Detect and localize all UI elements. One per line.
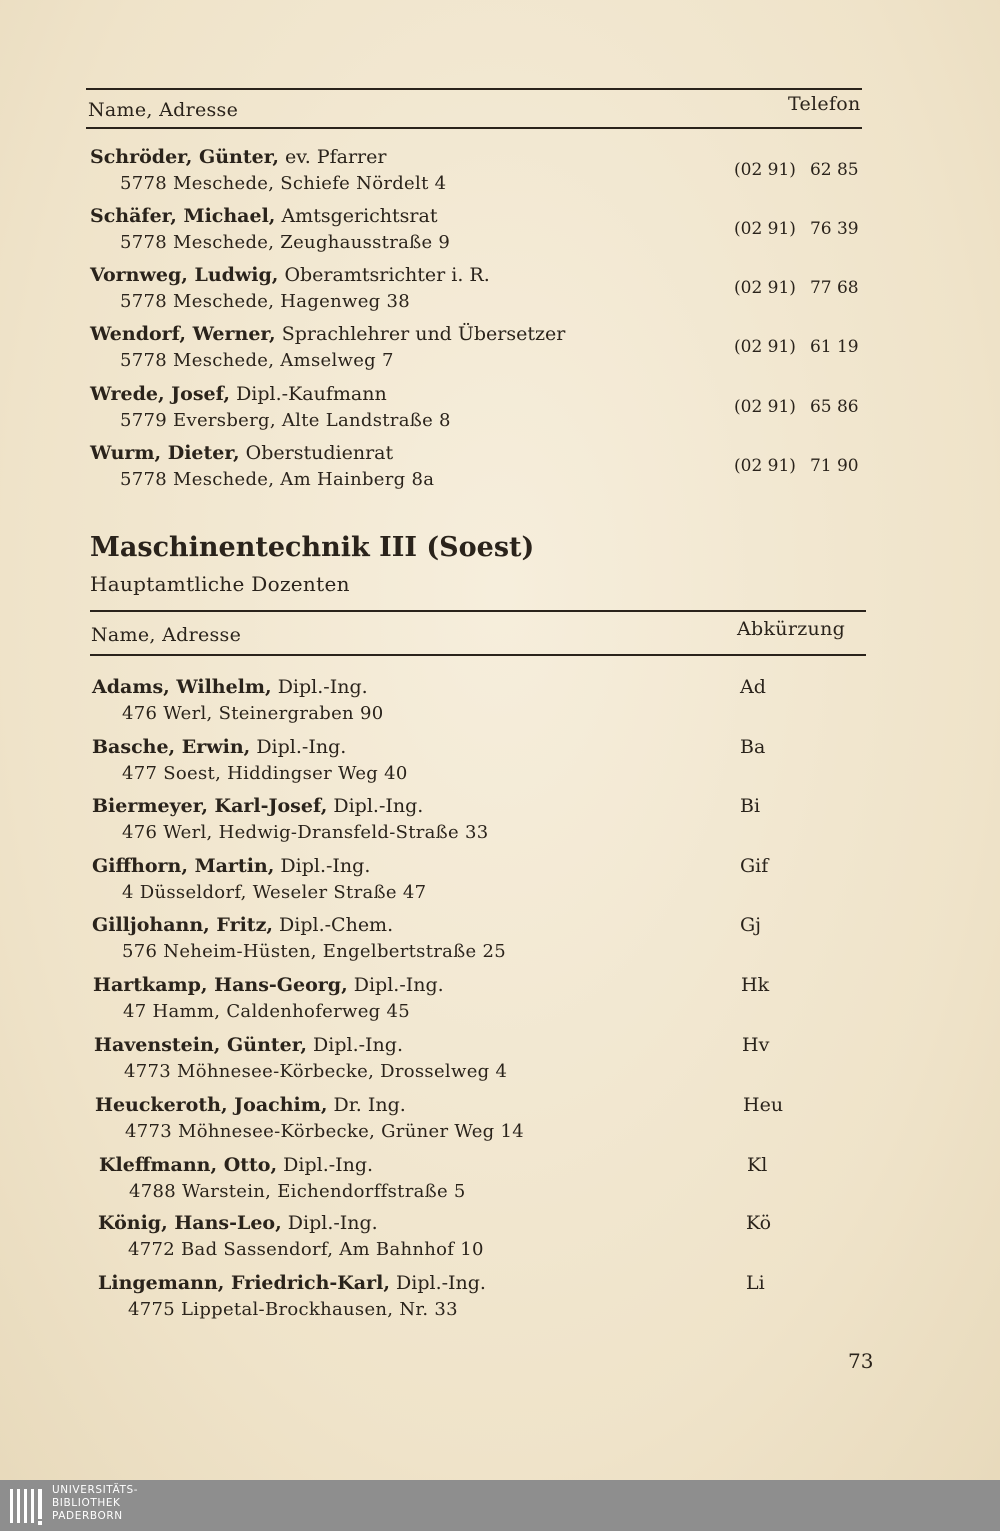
person-title: Dipl.-Ing. (353, 974, 444, 996)
phone (734, 278, 859, 298)
person-name: Wurm, Dieter, (90, 442, 240, 464)
person-title: Dipl.-Ing. (256, 736, 347, 758)
person-address: 4773 Möhnesee-Körbecke, Drosselweg 4 (124, 1061, 508, 1082)
table1-row (90, 264, 870, 320)
person-name: Hartkamp, Hans-Georg, (93, 974, 348, 996)
phone-number: 62 85 (809, 160, 859, 180)
phone (734, 456, 859, 476)
person-title: Dipl.-Ing. (280, 855, 371, 877)
person-name: Vornweg, Ludwig, (90, 264, 279, 286)
person-name: Adams, Wilhelm, (92, 676, 272, 698)
person-address: 5779 Eversberg, Alte Landstraße 8 (120, 410, 451, 431)
abbreviation: Hk (741, 974, 770, 996)
person-address: 4773 Möhnesee-Körbecke, Grüner Weg 14 (125, 1121, 525, 1142)
table1-row (90, 146, 870, 202)
person-name: Biermeyer, Karl-Josef, (92, 795, 328, 817)
person-title: Dipl.-Kaufmann (236, 383, 387, 405)
person-title: Dipl.-Ing. (283, 1154, 374, 1176)
person-address: 477 Soest, Hiddingser Weg 40 (122, 763, 408, 784)
table1-header-rule (86, 127, 862, 129)
table2-header-rule (90, 654, 866, 656)
person-title: Dipl.-Chem. (279, 914, 394, 936)
abbreviation: Hv (742, 1034, 770, 1056)
phone (734, 337, 859, 357)
phone-number: 71 90 (809, 456, 859, 476)
person-address: 4775 Lippetal-Brockhausen, Nr. 33 (128, 1299, 458, 1320)
abbreviation: Ba (740, 736, 766, 758)
person-address: 476 Werl, Steinergraben 90 (122, 703, 384, 724)
phone-area: (02 91) (734, 219, 796, 239)
phone-area: (02 91) (734, 160, 796, 180)
table1-top-rule (86, 88, 862, 90)
person-title: Dipl.-Ing. (313, 1034, 403, 1056)
table2-row (92, 795, 872, 851)
person-name: Wendorf, Werner, (90, 323, 276, 345)
person-title: Dipl.-Ing. (287, 1212, 378, 1234)
person-name: König, Hans-Leo, (98, 1212, 282, 1234)
person-address: 476 Werl, Hedwig-Dransfeld-Straße 33 (122, 822, 489, 843)
logo-line: PADERBORN (52, 1510, 123, 1522)
table2-row (98, 1212, 878, 1268)
phone-number: 65 86 (809, 397, 859, 417)
table2-row (92, 676, 872, 732)
abbreviation: Kö (746, 1212, 772, 1234)
person-title: Dipl.-Ing. (277, 676, 368, 698)
person-name: Kleffmann, Otto, (99, 1154, 278, 1176)
person-title: Oberamtsrichter i. R. (284, 264, 490, 286)
person-title: Sprachlehrer und Übersetzer (281, 323, 566, 345)
person-title: Dipl.-Ing. (396, 1272, 486, 1294)
person-title: Oberstudienrat (245, 442, 394, 464)
table2-header-name: Name, Adresse (91, 624, 242, 646)
phone-area: (02 91) (734, 278, 796, 298)
person-address: 4772 Bad Sassendorf, Am Bahnhof 10 (128, 1239, 484, 1260)
table1-header-phone: Telefon (788, 93, 861, 115)
abbreviation: Bi (740, 795, 761, 817)
table1-row (90, 383, 870, 439)
phone (734, 160, 859, 180)
person-name: Schröder, Günter, (90, 146, 279, 168)
abbreviation: Gj (740, 914, 762, 936)
person-title: Dr. Ing. (333, 1094, 406, 1116)
table2-row (94, 1034, 874, 1090)
phone-number: 61 19 (809, 337, 859, 357)
table2-top-rule (90, 610, 866, 612)
person-title: Dipl.-Ing. (333, 795, 424, 817)
abbreviation: Heu (743, 1094, 784, 1116)
abbreviation: Kl (747, 1154, 768, 1176)
table2-row (95, 1094, 875, 1150)
table2-row (99, 1154, 879, 1210)
person-name: Wrede, Josef, (90, 383, 231, 405)
person-address: 5778 Meschede, Amselweg 7 (120, 350, 394, 371)
person-address: 5778 Meschede, Schiefe Nördelt 4 (120, 173, 447, 194)
table1-row (90, 323, 870, 379)
person-name: Havenstein, Günter, (94, 1034, 307, 1056)
section-subtitle: Hauptamtliche Dozenten (90, 572, 350, 596)
logo-line: UNIVERSITÄTS- (52, 1484, 139, 1496)
library-logo-icon (8, 1485, 48, 1527)
table1-row (90, 205, 870, 261)
phone-area: (02 91) (734, 456, 796, 476)
page-number: 73 (848, 1349, 874, 1373)
table2-row (92, 736, 872, 792)
person-address: 47 Hamm, Caldenhoferweg 45 (123, 1001, 411, 1022)
table2-row (92, 914, 872, 970)
person-name: Giffhorn, Martin, (92, 855, 275, 877)
abbreviation: Gif (740, 855, 769, 877)
phone-number: 77 68 (809, 278, 859, 298)
table1-header-name: Name, Adresse (88, 99, 239, 121)
person-name: Lingemann, Friedrich-Karl, (98, 1272, 390, 1294)
abbreviation: Li (746, 1272, 765, 1294)
person-name: Schäfer, Michael, (90, 205, 276, 227)
table2-row (98, 1272, 878, 1328)
section-title: Maschinentechnik III (Soest) (90, 532, 535, 563)
person-address: 576 Neheim-Hüsten, Engelbertstraße 25 (122, 941, 506, 962)
library-logo-text (52, 1484, 138, 1523)
phone-area: (02 91) (734, 397, 796, 417)
person-address: 4788 Warstein, Eichendorffstraße 5 (129, 1181, 466, 1202)
person-title: ev. Pfarrer (285, 146, 387, 168)
table1-row (90, 442, 870, 498)
person-name: Heuckeroth, Joachim, (95, 1094, 328, 1116)
person-title: Amtsgerichtsrat (281, 205, 438, 227)
library-footer (0, 1480, 1000, 1531)
person-address: 5778 Meschede, Zeughausstraße 9 (120, 232, 451, 253)
phone-area: (02 91) (734, 337, 796, 357)
phone-number: 76 39 (809, 219, 859, 239)
table2-row (93, 974, 873, 1030)
person-name: Basche, Erwin, (92, 736, 251, 758)
person-address: 4 Düsseldorf, Weseler Straße 47 (122, 882, 427, 903)
abbreviation: Ad (740, 676, 766, 698)
table2-header-abbr: Abkürzung (737, 618, 846, 640)
person-address: 5778 Meschede, Hagenweg 38 (120, 291, 410, 312)
table2-row (92, 855, 872, 911)
logo-line: BIBLIOTHEK (52, 1497, 121, 1509)
person-name: Gilljohann, Fritz, (92, 914, 273, 936)
phone (734, 397, 859, 417)
phone (734, 219, 859, 239)
person-address: 5778 Meschede, Am Hainberg 8a (120, 469, 435, 490)
